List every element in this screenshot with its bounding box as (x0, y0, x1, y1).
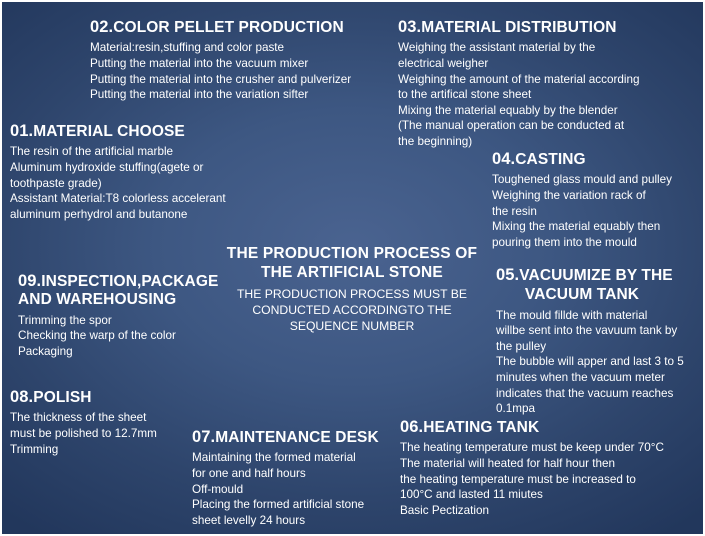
step-line: The thickness of the sheet (10, 411, 147, 425)
step-title-text-03: MATERIAL DISTRIBUTION (421, 19, 617, 36)
step-line: Off-mould (192, 482, 244, 496)
step-title-01 (10, 122, 270, 141)
step-title-text-05: VACUUMIZE BY THE (519, 267, 673, 284)
step-line: Weighing the assistant material by the (398, 41, 596, 55)
center-sub-line1: THE PRODUCTION PROCESS MUST BE (236, 286, 467, 301)
step-line: Toughened glass mould and pulley (492, 173, 672, 187)
step-title-03 (398, 18, 688, 37)
step-line: Trimming the spor (18, 313, 112, 327)
step-block-06 (400, 418, 690, 518)
step-title-text-01: MATERIAL CHOOSE (33, 123, 185, 140)
step-line: the beginning) (398, 134, 473, 148)
step-line: the pulley (496, 339, 547, 353)
step-block-01 (10, 122, 270, 222)
step-line: toothpaste grade) (10, 176, 102, 190)
step-title-04 (492, 150, 697, 169)
step-lines-02 (90, 40, 390, 102)
step-title-text-02: COLOR PELLET PRODUCTION (113, 19, 344, 36)
step-line: pouring them into the mould (492, 235, 637, 249)
step-line: Putting the material into the vacuum mixer (90, 57, 309, 71)
step-line: electrical weigher (398, 57, 489, 71)
step-line: 0.1mpa (496, 402, 535, 416)
step-line: for one and half hours (192, 467, 306, 481)
step-line: to the artifical stone sheet (398, 88, 532, 102)
step-line: sheet levelly 24 hours (192, 513, 306, 527)
step-line: Mixing the material equably by the blender (398, 103, 618, 117)
center-sub-line3: SEQUENCE NUMBER (289, 318, 415, 333)
step-number-07: 07. (192, 428, 216, 446)
step-line: The bubble will apper and last 3 to 5 (496, 355, 684, 369)
step-line: Putting the material into the variation sifter (90, 88, 309, 102)
step-line: Maintaining the formed material (192, 451, 356, 465)
step-line: Weighing the amount of the material according (398, 72, 640, 86)
step-line: Checking the warp of the color (18, 329, 176, 343)
step-lines-06 (400, 440, 690, 518)
step-number-02: 02. (90, 18, 114, 36)
step-line: The mould fillde with material (496, 308, 648, 322)
step-line: willbe sent into the vavuum tank by (496, 324, 678, 338)
step-title-09-line2: AND WAREHOUSING (18, 291, 177, 309)
step-line: (The manual operation can be conducted at (398, 119, 625, 133)
step-line: minutes when the vacuum meter (496, 371, 665, 384)
step-line: Mixing the material equably then (492, 220, 661, 234)
step-title-text-04: CASTING (515, 151, 586, 168)
step-block-08 (10, 388, 200, 457)
step-line: Assistant Material:T8 colorless accelerant (10, 192, 226, 206)
step-number-05: 05. (496, 266, 520, 284)
step-title-09 (18, 272, 233, 291)
step-title-02 (90, 18, 390, 37)
step-line: Packaging (18, 344, 73, 358)
step-number-09: 09. (18, 272, 42, 290)
step-lines-03 (398, 40, 688, 149)
step-line: 100°C and lasted 11 miutes (400, 488, 543, 502)
step-line: Aluminum hydroxide stuffing(agete or (10, 161, 204, 175)
step-lines-09 (18, 313, 233, 360)
step-number-04: 04. (492, 150, 516, 168)
step-lines-08 (10, 410, 200, 457)
center-sub-line2: CONDUCTED ACCORDINGTO THE (252, 302, 452, 317)
step-line: The heating temperature must be keep under 70°C (400, 441, 664, 455)
step-line: aluminum perhydrol and butanone (10, 207, 188, 221)
step-title-05-line2: VACUUM TANK (524, 286, 640, 304)
step-title-text-07: MAINTENANCE DESK (215, 429, 379, 446)
step-title-text-08: POLISH (33, 389, 92, 406)
step-number-08: 08. (10, 388, 34, 406)
step-line: Trimming (10, 442, 59, 456)
diagram-center-title (196, 245, 508, 334)
step-line: Basic Pectization (400, 503, 489, 517)
step-number-06: 06. (400, 418, 424, 436)
step-lines-01 (10, 144, 270, 222)
step-line: The material will heated for half hour then (400, 457, 616, 471)
step-lines-07 (192, 450, 397, 528)
step-block-02 (90, 18, 390, 103)
step-title-08 (10, 388, 200, 407)
step-title-text-06: HEATING TANK (423, 419, 540, 436)
step-block-07 (192, 428, 397, 528)
step-line: Weighing the variation rack of (492, 189, 646, 203)
center-title-line2: THE ARTIFICIAL STONE (261, 263, 443, 281)
step-line: must be polished to 12.7mm (10, 427, 157, 441)
step-line: The resin of the artificial marble (10, 145, 174, 159)
step-block-09 (18, 272, 233, 359)
step-line: the resin (492, 204, 537, 218)
step-number-03: 03. (398, 18, 422, 36)
step-title-text-09: INSPECTION,PACKAGE (41, 273, 219, 290)
step-title-06 (400, 418, 690, 437)
step-lines-05 (496, 308, 696, 417)
step-block-03 (398, 18, 688, 149)
step-number-01: 01. (10, 122, 34, 140)
step-block-04 (492, 150, 697, 250)
step-title-05 (496, 266, 696, 285)
step-line: the heating temperature must be increased to (400, 472, 636, 486)
step-lines-04 (492, 172, 697, 250)
step-title-07 (192, 428, 397, 447)
step-block-05 (496, 266, 696, 417)
step-line: Material:resin,stuffing and color paste (90, 41, 285, 55)
center-title-line1: THE PRODUCTION PROCESS OF (226, 245, 478, 262)
step-line: Placing the formed artificial stone (192, 498, 365, 512)
step-line: Putting the material into the crusher and pulverizer (90, 72, 352, 86)
step-line: indicates that the vacuum reaches (496, 386, 674, 400)
